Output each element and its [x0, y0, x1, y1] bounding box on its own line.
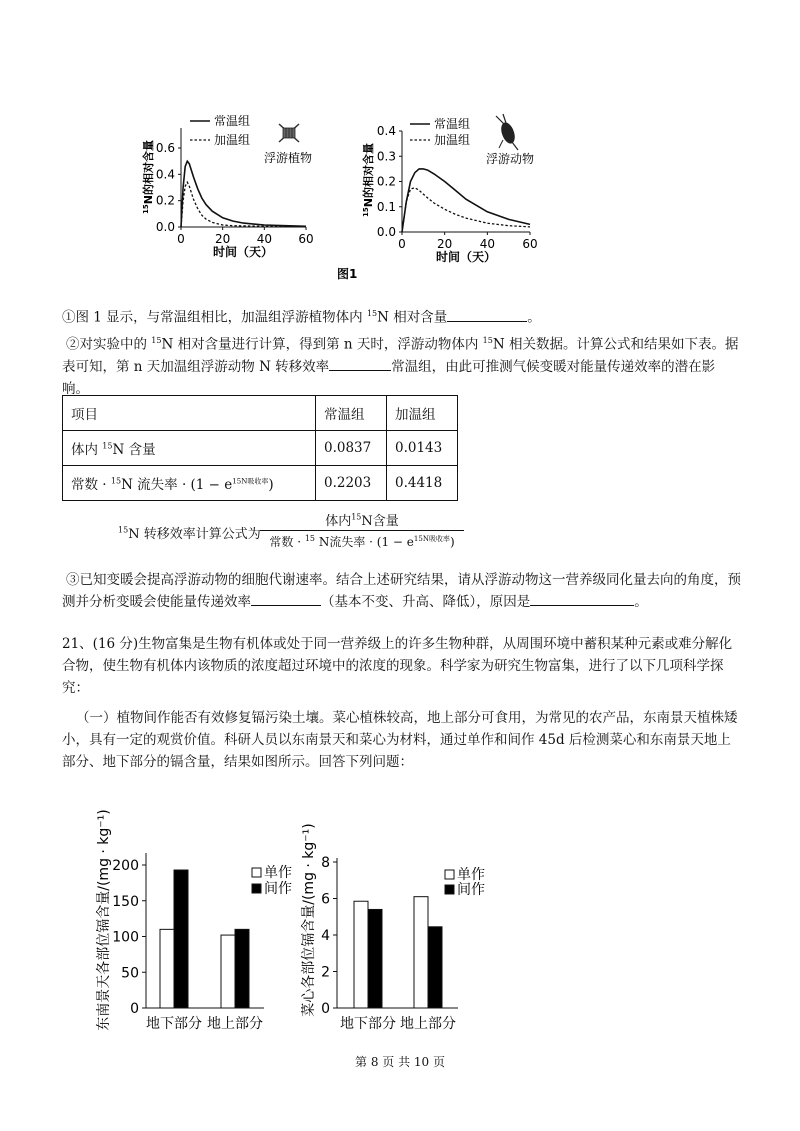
y-tick-label: 0.2 — [155, 193, 175, 208]
legend-label-mono: 单作 — [457, 867, 485, 883]
formula-lhs: $^{15}$N 转移效率计算公式为 — [118, 525, 261, 542]
bar-inter-aboveground — [235, 929, 249, 1008]
answer-blank-4[interactable] — [530, 591, 634, 606]
table-header-item: 项目 — [63, 396, 316, 431]
phytoplankton-warmed-line — [181, 182, 306, 227]
legend-label-normal: 常温组 — [214, 114, 251, 128]
legend-label-inter: 间作 — [457, 882, 485, 898]
formula-denominator: 常数 · $^{15}$ N流失率 · $(1 - e^{15N吸收率})$ — [269, 534, 455, 549]
table-cell: 0.2203 — [316, 466, 387, 501]
x-tick-label: 40 — [479, 237, 495, 251]
phytoplankton-normal-temp-line — [181, 161, 306, 227]
category-label: 地上部分 — [400, 1016, 456, 1032]
bar-mono-aboveground — [221, 935, 235, 1008]
phytoplankton-icon — [279, 124, 299, 142]
caixin-bar-chart — [300, 823, 485, 1032]
zooplankton-chart — [361, 114, 538, 264]
y-tick-label: 150 — [112, 893, 139, 910]
y-tick-label: 0.0 — [155, 220, 175, 234]
table-row-label: 体内 $^{15}$N 含量 — [63, 431, 316, 466]
answer-blank-1[interactable] — [447, 307, 527, 322]
bar-inter-underground — [174, 870, 188, 1008]
fraction-bar — [260, 530, 464, 531]
legend-swatch-mono — [445, 870, 454, 879]
question-21-intro: 21、(16 分)生物富集是生物有机体或处于同一营养级上的许多生物种群，从周围环境中蓄积某种元素或难分解化合物，使生物有机体内该物质的浓度超过环境中的浓度的现象。科学家为研究生物富集，进行了以下几项科学探究： — [62, 636, 733, 696]
zooplankton-normal-temp-line — [402, 169, 530, 232]
sedum-bar-chart — [95, 809, 292, 1032]
x-tick-label: 0 — [177, 232, 185, 246]
legend-label-warmed: 加温组 — [434, 133, 471, 147]
sedum-y-axis-label: 东南景天各部位镉含量/(mg · kg⁻¹) — [96, 809, 112, 1031]
table-header-normal: 常温组 — [316, 396, 387, 431]
x-tick-label: 60 — [298, 232, 314, 246]
x-tick-label: 20 — [437, 237, 453, 251]
data-table — [62, 395, 458, 501]
y-tick-label: 2 — [321, 964, 330, 981]
question-21-part1: （一）植物间作能否有效修复镉污染土壤。菜心植株较高，地上部分可食用，为常见的农产品，东南景天植株矮小，具有一定的观赏价值。科研人员以东南景天和菜心为材料，通过单作和间作 45d 后检测菜心和东南景天地上部分、地下部分的镉含量，结果如图所示。回答下列问题： — [62, 710, 738, 770]
table-header-warmed: 加温组 — [387, 396, 458, 431]
category-label: 地下部分 — [146, 1016, 202, 1032]
table-row — [63, 431, 458, 466]
figure1-caption: 图1 — [337, 267, 358, 281]
page-footer: 第 8 页 共 10 页 — [355, 1055, 445, 1069]
zooplankton-icon — [496, 114, 518, 150]
bar-inter-underground — [368, 909, 382, 1008]
cadmium-bar-charts — [0, 790, 800, 1040]
legend-swatch-inter — [445, 885, 454, 894]
question-1: ①图 1 显示，与常温组相比，加温组浮游植物体内 $^{15}$N 相对含量 。 — [62, 303, 742, 329]
y-axis-label-1: $^{15}$N的相对含量 — [142, 140, 155, 214]
category-label: 地上部分 — [207, 1016, 263, 1032]
table-cell: 0.0837 — [316, 431, 387, 466]
x-tick-label: 20 — [215, 232, 231, 246]
x-tick-label: 60 — [522, 237, 538, 251]
x-axis-label-2: 时间（天） — [435, 250, 497, 264]
legend-label-normal: 常温组 — [434, 117, 471, 131]
y-tick-label: 0.4 — [376, 124, 396, 138]
y-tick-label: 0.1 — [376, 199, 396, 214]
category-label: 地下部分 — [340, 1016, 396, 1032]
legend-swatch-inter — [252, 884, 261, 893]
y-tick-label: 100 — [112, 929, 139, 946]
caixin-y-axis-label: 菜心各部位镉含量/(mg · kg⁻¹) — [301, 823, 317, 1017]
y-tick-label: 4 — [321, 928, 330, 944]
x-axis-label-1: 时间（天） — [212, 245, 274, 259]
y-tick-label: 0.0 — [376, 225, 396, 239]
question-2: ②对实验中的 $^{15}$N 相对含量进行计算，得到第 n 天时，浮游动物体内 $^{15}$N 相关数据。计算公式和结果如下表。据表可知，第 n 天加温组浮游动物 N 转移效率 常温组，由此可推测气候变暖对能量传递效率的潜在影响。 — [62, 336, 739, 397]
y-tick-label: 0 — [130, 1001, 139, 1017]
bar-mono-underground — [160, 929, 174, 1008]
answer-blank-2[interactable] — [329, 356, 391, 371]
y-tick-label: 50 — [121, 965, 139, 982]
y-tick-label: 200 — [112, 858, 139, 874]
zooplankton-warmed-line — [402, 188, 530, 232]
y-tick-label: 6 — [321, 891, 330, 908]
bar-mono-aboveground — [414, 897, 428, 1008]
organism-label-zooplankton: 浮游动物 — [486, 152, 535, 166]
figure1-line-charts — [0, 100, 800, 290]
y-tick-label: 0.3 — [376, 149, 396, 164]
table-row — [63, 466, 458, 501]
table-header-row — [63, 396, 458, 431]
legend-swatch-mono — [252, 868, 261, 877]
bar-inter-aboveground — [428, 927, 442, 1008]
legend-label-warmed: 加温组 — [214, 133, 251, 147]
organism-label-phytoplankton: 浮游植物 — [264, 151, 313, 165]
formula-numerator: 体内$^{15}$N含量 — [325, 512, 399, 529]
y-tick-label: 0.2 — [376, 174, 396, 189]
y-tick-label: 0.6 — [155, 141, 175, 155]
legend-label-inter: 间作 — [264, 881, 292, 897]
answer-blank-3[interactable] — [251, 591, 321, 606]
phytoplankton-chart — [141, 113, 314, 259]
x-tick-label: 40 — [256, 232, 272, 246]
question-3: ③已知变暖会提高浮游动物的细胞代谢速率。结合上述研究结果，请从浮游动物这一营养级同化量去向的角度，预测并分析变暖会使能量传递效率 （基本不变、升高、降低），原因是 。 — [62, 572, 741, 610]
y-tick-label: 0.4 — [155, 167, 175, 182]
y-tick-label: 0 — [321, 1001, 330, 1017]
bar-mono-underground — [354, 901, 368, 1008]
transfer-efficiency-formula — [118, 508, 538, 558]
table-row-label: 常数 · $^{15}$N 流失率 · $(1 - e^{15N吸收率})$ — [63, 466, 316, 501]
x-tick-label: 0 — [398, 237, 406, 251]
table-cell: 0.4418 — [387, 466, 458, 501]
y-axis-label-2: $^{15}$N的相对含量 — [362, 143, 375, 217]
y-tick-label: 8 — [321, 855, 330, 871]
legend-label-mono: 单作 — [264, 865, 292, 881]
table-cell: 0.0143 — [387, 431, 458, 466]
